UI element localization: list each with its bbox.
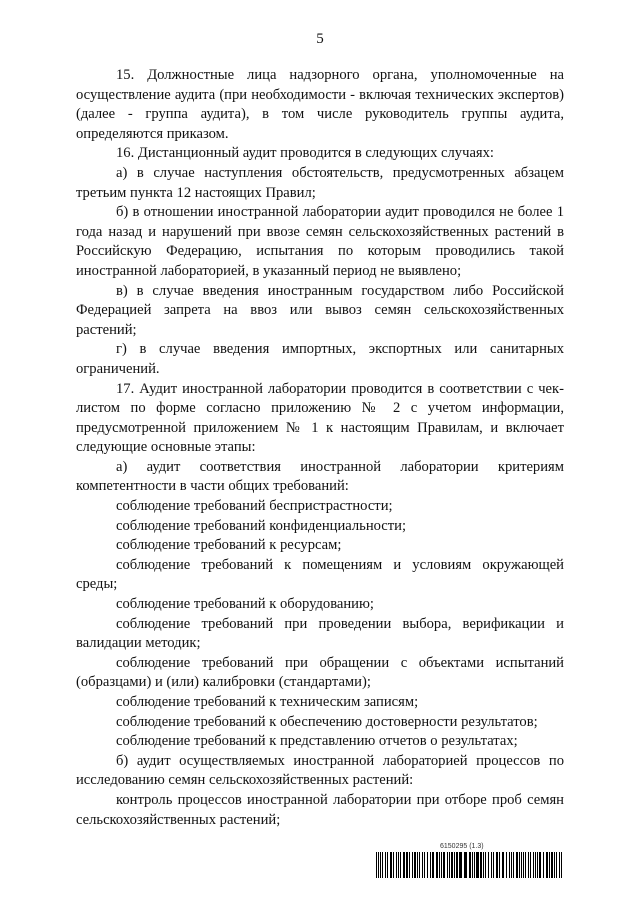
barcode-bar xyxy=(513,852,514,878)
barcode-bar xyxy=(417,852,418,878)
barcode-bar xyxy=(414,852,416,878)
list-item: соблюдение требований к техническим записям; xyxy=(116,694,419,710)
barcode-bar xyxy=(493,852,494,878)
barcode-bar xyxy=(422,852,423,878)
barcode-bar xyxy=(464,852,467,878)
barcode-bar xyxy=(443,852,445,878)
barcode-bar xyxy=(432,852,434,878)
paragraph-16-v: в) в случае введения иностранным государством либо Российской Федерацией запрета на ввоз или вывоз семян сельскохозяйственных растений; xyxy=(76,282,564,338)
page-number: 5 xyxy=(316,31,324,47)
barcode-bar xyxy=(447,852,448,878)
barcode-bar xyxy=(403,852,405,878)
barcode-bar xyxy=(406,852,408,878)
barcode-bar xyxy=(441,852,442,878)
paragraph-17-a: а) аудит соответствия иностранной лаборатории критериям компетентности в части общих требований: xyxy=(76,458,564,495)
barcode-bar xyxy=(390,852,392,878)
barcode-bar xyxy=(382,852,383,878)
barcode-bar xyxy=(561,852,562,878)
barcode-bar xyxy=(409,852,410,878)
barcode-icon xyxy=(376,852,566,878)
barcode-bar xyxy=(509,852,510,878)
paragraph-16-a: а) в случае наступления обстоятельств, предусмотренных абзацем третьим пункта 12 настоящих Правил; xyxy=(76,164,564,201)
barcode-bar xyxy=(474,852,475,878)
barcode-bar xyxy=(485,852,486,878)
barcode-bar xyxy=(469,852,471,878)
list-item: соблюдение требований беспристрастности; xyxy=(116,498,393,515)
list-item: соблюдение требований при проведении выбора, верификации и валидации методик; xyxy=(76,615,564,652)
barcode-bar xyxy=(488,852,489,878)
barcode-bar xyxy=(525,852,526,878)
barcode-bar xyxy=(387,852,388,878)
barcode-bar xyxy=(376,852,377,878)
barcode-bar xyxy=(393,852,394,878)
barcode-bar xyxy=(430,852,431,878)
barcode-bar xyxy=(427,852,428,878)
barcode-bar xyxy=(511,852,512,878)
paragraph-16: 16. Дистанционный аудит проводится в следующих случаях: xyxy=(116,145,494,162)
barcode-bar xyxy=(380,852,381,878)
barcode-bar xyxy=(543,852,544,878)
barcode-bar xyxy=(516,852,518,878)
barcode-bar xyxy=(449,852,450,878)
barcode-bar xyxy=(502,852,504,878)
list-item: соблюдение требований к обеспечению достоверности результатов; xyxy=(116,713,538,730)
paragraph-17: 17. Аудит иностранной лаборатории проводится в соответствии с чек-листом по форме согласно приложению № 2 с учетом информации, предусмотренной приложением № 1 к настоящим Правилам, и включает следующие основные этапы: xyxy=(76,380,564,456)
paragraph-16-g: г) в случае введения импортных, экспортных или санитарных ограничений. xyxy=(76,341,564,377)
barcode-bar xyxy=(398,852,399,878)
barcode-bar xyxy=(535,852,536,878)
barcode-bar xyxy=(554,852,555,878)
list-item: контроль процессов иностранной лаборатории при отборе проб семян сельскохозяйственных растений; xyxy=(76,791,564,828)
barcode-bar xyxy=(459,852,462,878)
barcode-bar xyxy=(519,852,520,878)
barcode-bar xyxy=(378,852,379,878)
paragraph-16-b: б) в отношении иностранной лаборатории аудит проводился не более 1 года назад и нарушений при ввозе семян сельскохозяйственных растений в Российскую Федерацию, испытания по которым проводились такой иностранной лабораторией, в указанный период не выявлено; xyxy=(76,204,564,279)
barcode-bar xyxy=(456,852,458,878)
document-code: 6150295 (1.3) xyxy=(440,843,484,850)
barcode-bar xyxy=(396,852,397,878)
barcode-bar xyxy=(559,852,560,878)
list-item: соблюдение требований к помещениям и условиям окружающей среды; xyxy=(76,556,564,593)
barcode-bar xyxy=(472,852,473,878)
list-item: соблюдение требований к представлению отчетов о результатах; xyxy=(116,733,518,750)
barcode-bar xyxy=(528,852,529,878)
barcode-bar xyxy=(537,852,538,878)
barcode-bar xyxy=(546,852,548,878)
document-body xyxy=(76,66,564,830)
barcode-bar xyxy=(419,852,420,878)
barcode-bar xyxy=(523,852,524,878)
barcode-bar xyxy=(491,852,492,878)
barcode-bar xyxy=(539,852,541,878)
list-item: соблюдение требований к оборудованию; xyxy=(116,596,374,613)
list-item: соблюдение требований при обращении с объектами испытаний (образцами) и (или) калибровки (стандартами); xyxy=(76,654,564,691)
barcode-bar xyxy=(530,852,531,878)
barcode-bar xyxy=(551,852,553,878)
barcode-bar xyxy=(521,852,522,878)
barcode-bar xyxy=(439,852,440,878)
barcode-bar xyxy=(454,852,455,878)
barcode-bar xyxy=(506,852,507,878)
barcode-bar xyxy=(480,852,482,878)
barcode-bar xyxy=(424,852,425,878)
barcode-bar xyxy=(451,852,453,878)
barcode-bar xyxy=(556,852,557,878)
barcode-bar xyxy=(412,852,413,878)
barcode-bar xyxy=(549,852,550,878)
barcode-bar xyxy=(499,852,500,878)
barcode-bar xyxy=(436,852,438,878)
barcode-bar xyxy=(476,852,479,878)
barcode-bar xyxy=(496,852,498,878)
paragraph-15: 15. Должностные лица надзорного органа, уполномоченные на осуществление аудита (при необходимости - включая технических экспертов) (далее - группа аудита), в том числе руководитель группы аудита, определяются приказом. xyxy=(76,67,564,142)
list-item: соблюдение требований конфиденциальности; xyxy=(116,517,407,534)
paragraph-17-b: б) аудит осуществляемых иностранной лабораторией процессов по исследованию семян сельскохозяйственных растений: xyxy=(76,752,564,789)
barcode-bar xyxy=(533,852,534,878)
barcode-bar xyxy=(483,852,484,878)
barcode-bar xyxy=(385,852,386,878)
list-item: соблюдение требований к ресурсам; xyxy=(116,537,342,554)
barcode-bar xyxy=(400,852,401,878)
